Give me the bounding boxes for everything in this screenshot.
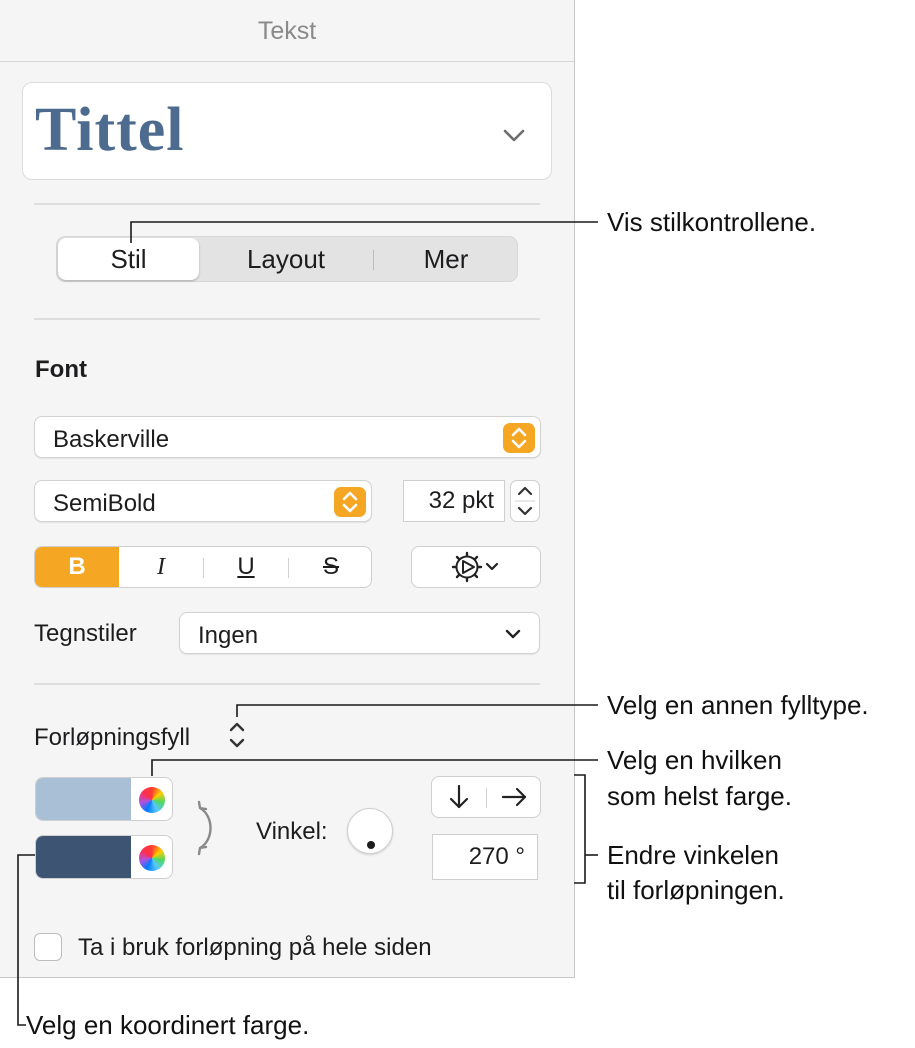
strikethrough-button[interactable]: S <box>322 553 339 580</box>
callout-coordinated-color: Velg en koordinert farge. <box>26 1010 310 1040</box>
tab-layout[interactable]: Layout <box>246 244 326 274</box>
italic-button[interactable]: I <box>157 554 165 580</box>
paragraph-style-name: Tittel <box>35 96 185 164</box>
callout-angle-line1: Endre vinkelen <box>607 840 779 870</box>
callout-line-fill-type <box>237 705 598 717</box>
angle-field[interactable]: 270 ° <box>432 834 538 880</box>
angle-label: Vinkel: <box>256 818 328 845</box>
callout-any-color-line2: som helst farge. <box>607 781 792 811</box>
tab-mer[interactable]: Mer <box>423 244 469 274</box>
char-styles-value: Ingen <box>198 622 259 649</box>
callout-angle-line2: til forløpningen. <box>607 875 785 905</box>
callout-line-coordinated <box>18 855 35 1025</box>
callout-line-style <box>131 222 598 243</box>
typeface-value: SemiBold <box>53 490 156 517</box>
apply-gradient-whole-page-label: Ta i bruk forløpning på hele siden <box>78 934 432 961</box>
callout-any-color-line1: Velg en hvilken <box>607 745 782 775</box>
underline-button[interactable]: U <box>237 553 255 580</box>
callout-fill-type: Velg en annen fylltype. <box>607 690 869 720</box>
font-section-title: Font <box>35 356 87 383</box>
callout-line-any-color <box>152 760 598 776</box>
tab-stil[interactable]: Stil <box>58 238 199 280</box>
callout-bracket-angle <box>574 775 585 883</box>
bold-button[interactable]: B <box>35 547 119 587</box>
font-size-field[interactable]: 32 pkt <box>403 480 505 522</box>
char-styles-label: Tegnstiler <box>34 620 137 647</box>
panel-title: Tekst <box>0 0 574 62</box>
callout-style-controls: Vis stilkontrollene. <box>607 207 817 237</box>
fill-type-label: Forløpningsfyll <box>34 724 191 751</box>
font-family-value: Baskerville <box>53 426 170 453</box>
